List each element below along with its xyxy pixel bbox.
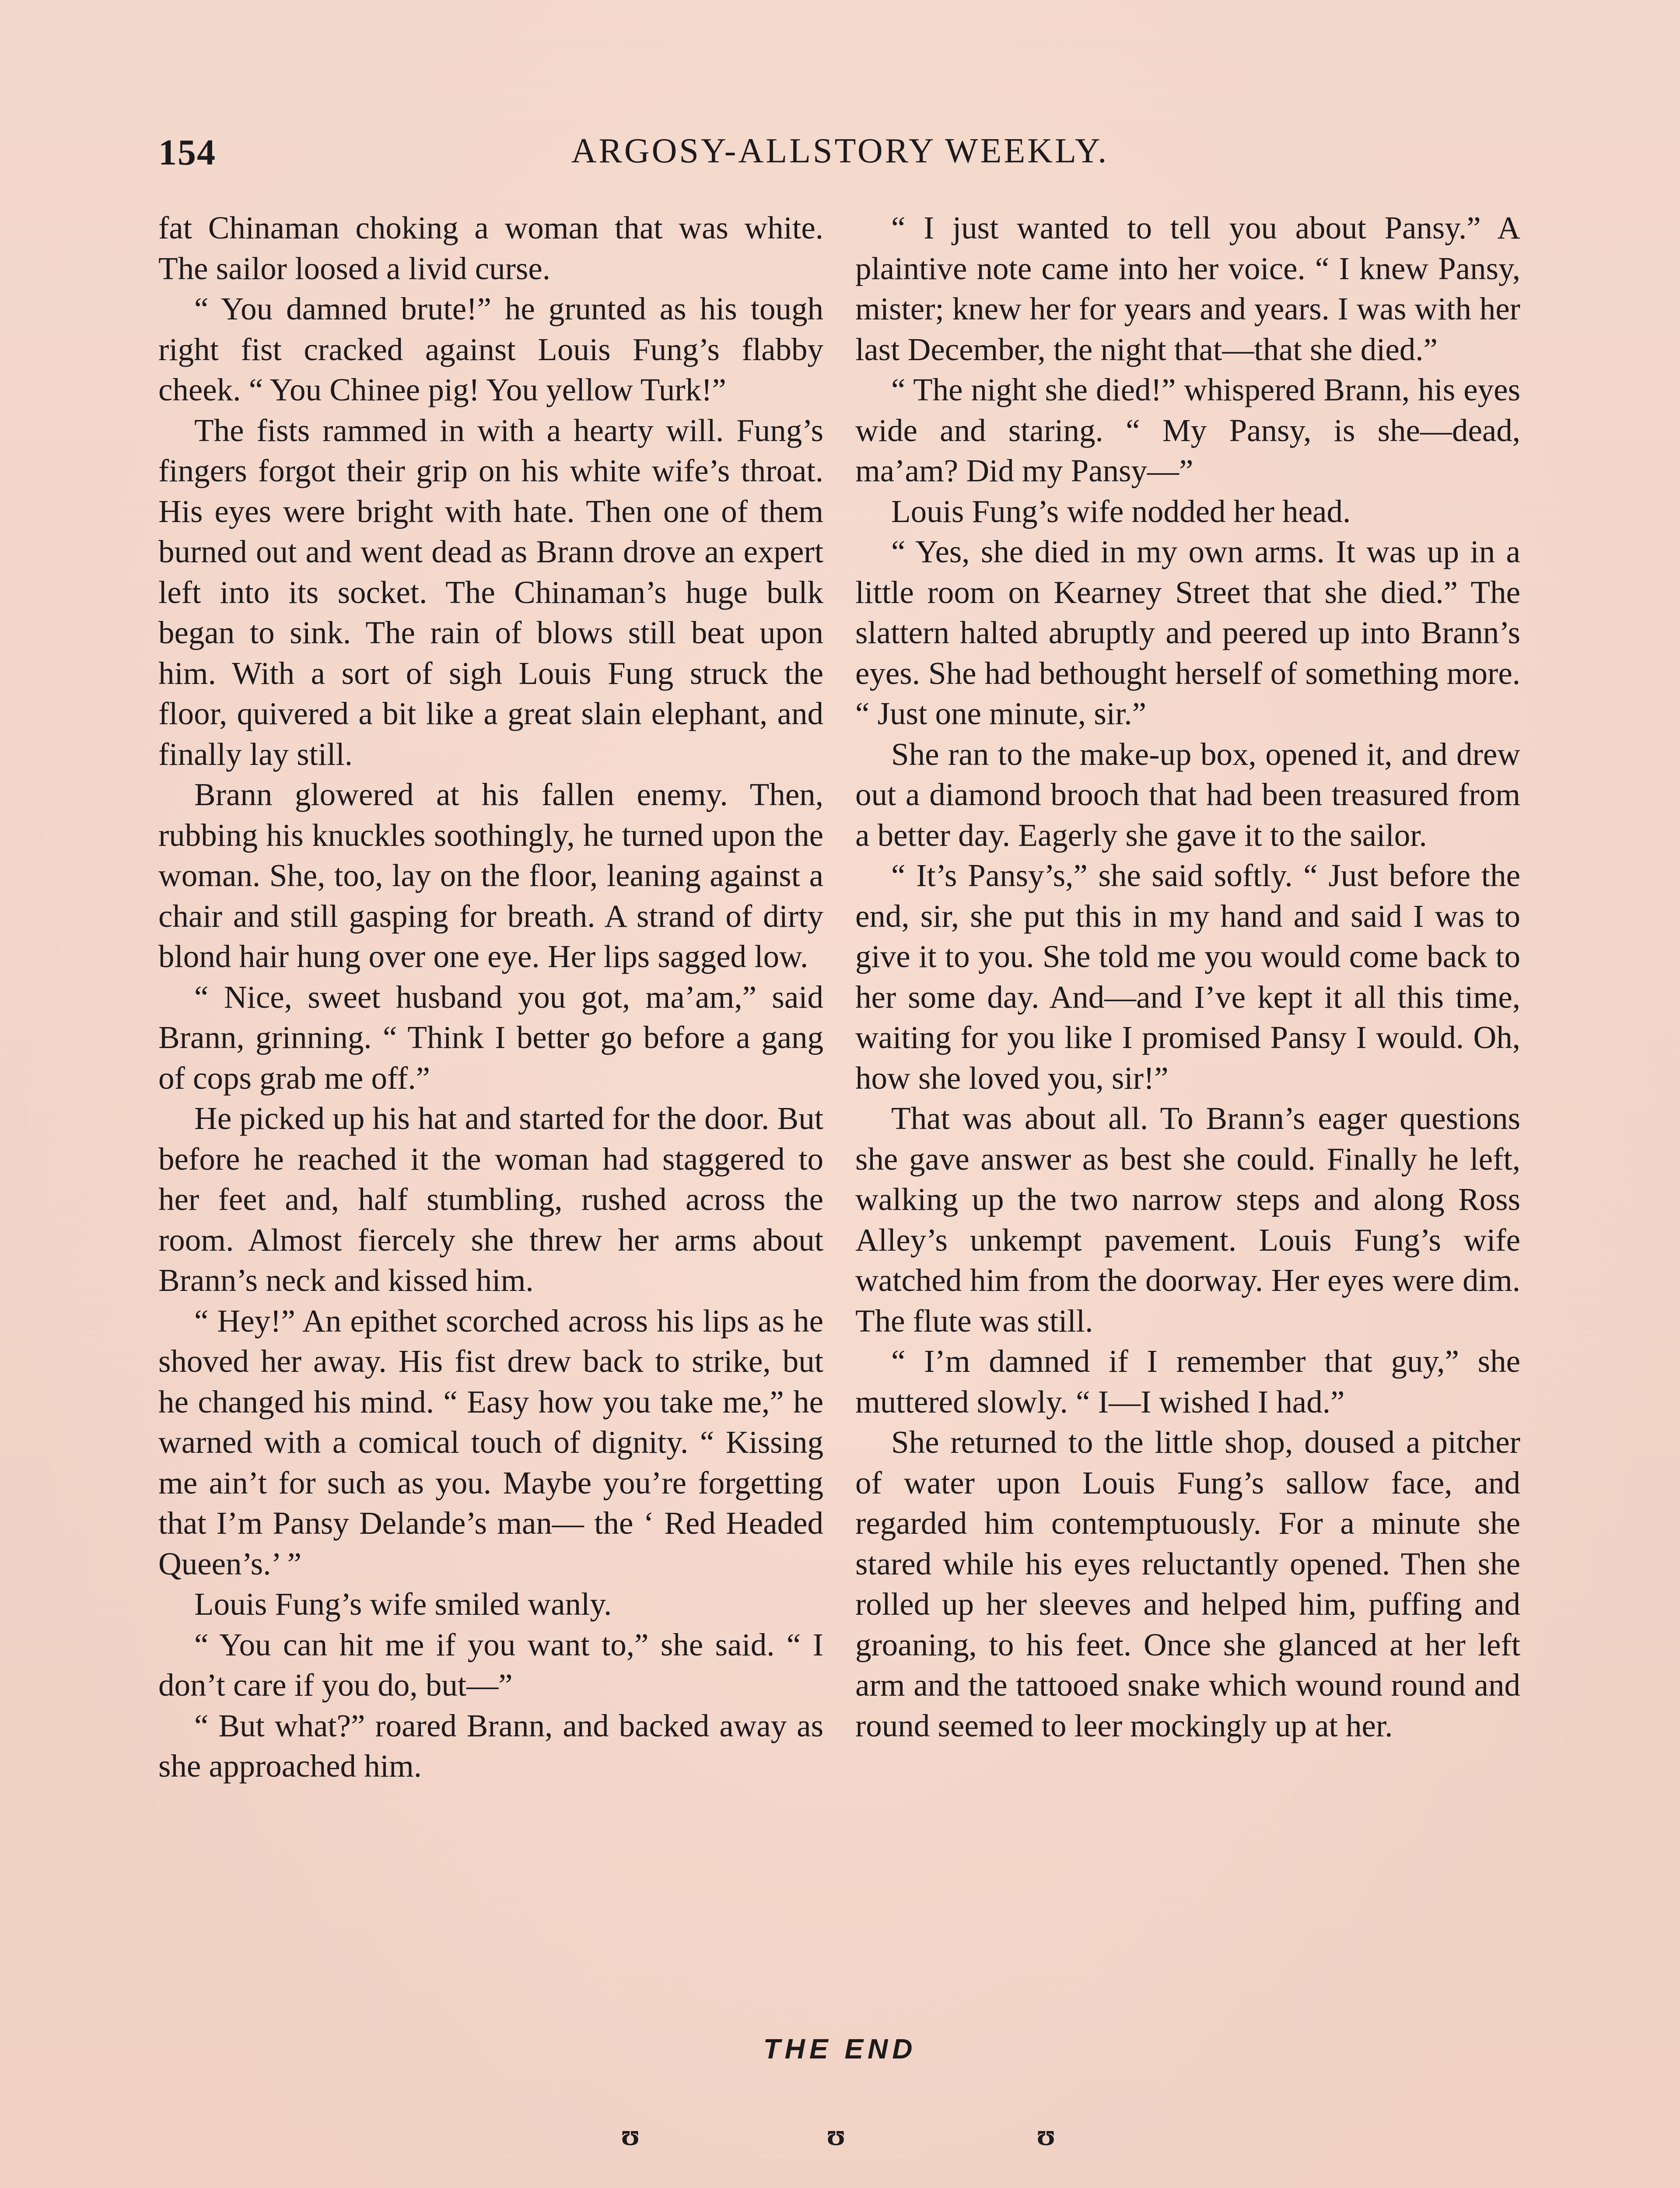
the-end-label: THE END xyxy=(763,2033,917,2065)
paragraph: That was about all. To Brann’s eager questions she gave answer as best she could. Finally he left, walking up the two narrow steps and along Ross Alley’s unkempt pavement. Louis Fung’s wife watched him from the doorway. Her eyes were dim. The flute was still. xyxy=(855,1101,1520,1339)
paragraph: “ I just wanted to tell you about Pansy.” A plaintive note came into her voice. “ I knew Pansy, mister; knew her for years and years. I was with her last December, the night that—that she died.” xyxy=(855,210,1520,367)
paragraph: Louis Fung’s wife smiled wanly. xyxy=(194,1586,612,1622)
ornament-icon: ʊ xyxy=(1036,2118,1056,2152)
ornament-icon: ʊ xyxy=(826,2118,846,2152)
paragraph: Louis Fung’s wife nodded her head. xyxy=(891,493,1351,529)
page-number: 154 xyxy=(158,132,216,173)
paragraph: The fists rammed in with a hearty will. Fung’s fingers forgot their grip on his white wife’s throat. His eyes were bright with hate. Then one of them burned out and went dead as Brann drove an expert left into its socket. The Chinaman’s huge bulk began to sink. The rain of blows still beat upon him. With a sort of sigh Louis Fung struck the floor, quivered a bit like a great slain elephant, and finally lay still. xyxy=(158,412,823,772)
paragraph: “ But what?” roared Brann, and backed away as she approached him. xyxy=(158,1708,823,1784)
paragraph: “ Yes, she died in my own arms. It was up in a little room on Kearney Street that she died.” The slattern halted abruptly and peered up into Brann’s eyes. She had bethought herself of something more. “ Just one minute, sir.” xyxy=(855,534,1520,731)
paragraph: “ Nice, sweet husband you got, ma’am,” said Brann, grinning. “ Think I better go before a gang of cops grab me off.” xyxy=(158,979,823,1096)
paragraph: fat Chinaman choking a woman that was white. The sailor loosed a livid curse. xyxy=(158,210,823,286)
paragraph: She ran to the make-up box, opened it, and drew out a diamond brooch that had been treasured from a better day. Eagerly she gave it to the sailor. xyxy=(855,736,1520,853)
right-column xyxy=(855,208,1520,1746)
page-header xyxy=(158,131,1522,179)
paragraph: She returned to the little shop, doused a pitcher of water upon Louis Fung’s sallow face, and regarded him contemptuously. For a minute she stared while his eyes reluctantly opened. Then she rolled up her sleeves and helped him, puffing and groaning, to his feet. Once she glanced at her left arm and the tattooed snake which wound round and round seemed to leer mockingly up at her. xyxy=(855,1424,1520,1743)
paragraph: He picked up his hat and started for the door. But before he reached it the woman had staggered to her feet and, half stumbling, rushed across the room. Almost fiercely she threw her arms about Brann’s neck and kissed him. xyxy=(158,1101,823,1298)
ornament-row xyxy=(0,2118,1680,2157)
ornament-icon: ʊ xyxy=(621,2118,640,2152)
running-head: ARGOSY-ALLSTORY WEEKLY. xyxy=(571,132,1109,170)
paragraph: “ Hey!” An epithet scorched across his lips as he shoved her away. His fist drew back to strike, but he changed his mind. “ Easy how you take me,” he warned with a comical touch of dignity. “ Kissing me ain’t for such as you. Maybe you’re forgetting that I’m Pansy Delande’s man— the ‘ Red Headed Queen’s.’ ” xyxy=(158,1303,823,1581)
left-column xyxy=(158,208,823,1787)
paragraph: “ It’s Pansy’s,” she said softly. “ Just before the end, sir, she put this in my hand and said I was to give it to you. She told me you would come back to her some day. And—and I’ve kept it all this time, waiting for you like I promised Pansy I would. Oh, how she loved you, sir!” xyxy=(855,858,1520,1096)
paragraph: “ You can hit me if you want to,” she said. “ I don’t care if you do, but—” xyxy=(158,1627,823,1703)
paragraph: “ I’m damned if I remember that guy,” she muttered slowly. “ I—I wished I had.” xyxy=(855,1343,1520,1420)
paragraph: Brann glowered at his fallen enemy. Then, rubbing his knuckles soothingly, he turned upon the woman. She, too, lay on the floor, leaning against a chair and still gasping for breath. A strand of dirty blond hair hung over one eye. Her lips sagged low. xyxy=(158,777,823,974)
paragraph: “ You damned brute!” he grunted as his tough right fist cracked against Louis Fung’s flabby cheek. “ You Chinee pig! You yellow Turk!” xyxy=(158,291,823,407)
paragraph: “ The night she died!” whispered Brann, his eyes wide and staring. “ My Pansy, is she—dead, ma’am? Did my Pansy—” xyxy=(855,372,1520,488)
